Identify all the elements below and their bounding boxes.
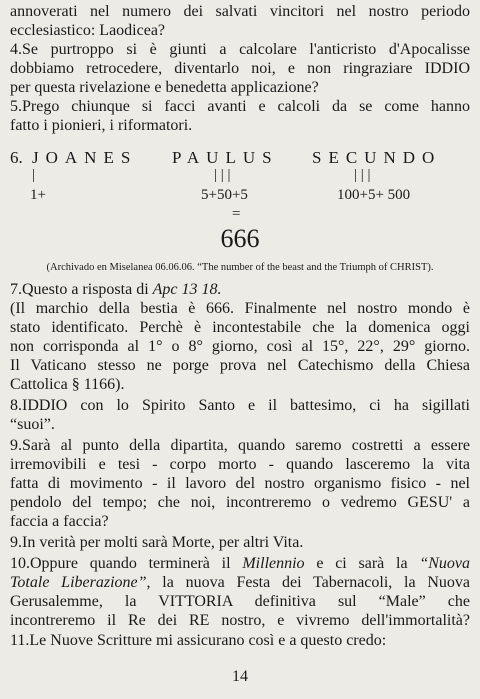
paragraph-5-line: fatto i pionieri, i riformatori.: [10, 117, 193, 134]
paragraph-4-line: per questa rivelazione e benedetta applicazione?: [10, 79, 319, 96]
text-line: annoverati nel numero dei salvati vincitori nel nostro periodo: [10, 3, 470, 20]
paragraph-10-mid: e ci sarà la: [304, 555, 420, 572]
paragraph-10-line: [10, 554, 470, 573]
paragraph-7-prefix: 7.Questo a risposta di: [10, 281, 153, 298]
page-number: 14: [232, 668, 248, 685]
text-line: ecclesiastico: Laodicea?: [10, 22, 166, 39]
name-number: 6.: [10, 148, 23, 167]
archive-note: (Archivado en Miselanea 06.06.06. “The number of the beast and the Triumph of CHRIST).: [46, 262, 434, 273]
letter-markers: | | |: [354, 167, 371, 183]
paragraph-9-line: irremovibili e tesi - corpo morto - quando lasceremo la vita: [10, 456, 470, 473]
numeral-sum: 100+5+ 500: [337, 187, 411, 203]
paragraph-10-prefix: 10.Oppure quando terminerà il: [10, 555, 243, 572]
numeral-sum: 1+: [30, 187, 46, 203]
name-word-paulus: PAULUS: [172, 148, 279, 167]
paragraph-7-line: (Il marchio della bestia è 666. Finalmente nel nostro mondo è: [10, 300, 470, 317]
letter-marker: |: [32, 167, 36, 183]
paragraph-5-line: 5.Prego chiunque si facci avanti e calcoli da se come hanno: [10, 98, 470, 115]
bible-reference: Apc 13 18.: [152, 281, 222, 298]
nuova-quote: “Nuova: [419, 555, 471, 572]
paragraph-7-line: Il Vaticano stesso ne porge prova nel Catechismo della Chiesa: [10, 357, 470, 374]
paragraph-4-line: 4.Se purtroppo si è giunti a calcolare l'anticristo d'Apocalisse: [10, 41, 470, 58]
paragraph-10-line: Gerusalemme, la VITTORIA definitiva sul “Male” che: [10, 593, 470, 610]
paragraph-9-line: 9.Sarà al punto della dipartita, quando saremo costretti a essere: [10, 437, 470, 454]
paragraph-7-line: [10, 280, 470, 299]
paragraph-9-line: faccia a faccia?: [10, 513, 109, 530]
paragraph-9-line: fatta di movimento - il lavoro del nostro organismo fisico - nel: [10, 475, 470, 492]
equals-sign: =: [232, 206, 241, 222]
paragraph-10-line: incontreremo il Re dei RE nostro, e vivremo dell'immortalità?: [10, 612, 470, 629]
paragraph-9-line: pendolo del tempo; che noi, incontreremo o vedremo GESU' a: [10, 494, 470, 511]
millennio-term: Millennio: [242, 555, 305, 572]
name-word-joanes: JOANES: [32, 148, 138, 167]
name-word-secundo: SECUNDO: [312, 148, 442, 167]
result-number: 666: [220, 224, 260, 253]
paragraph-8-line: “suoi”.: [10, 416, 55, 433]
paragraph-8-line: 8.IDDIO con lo Spirito Santo e il battesimo, ci ha sigillati: [10, 397, 470, 414]
paragraph-7-line: Cattolica § 1166).: [10, 376, 125, 393]
paragraph-10-line: [10, 573, 470, 592]
paragraph-10-rest: , la nuova Festa dei Tabernacoli, la Nuova: [146, 574, 470, 591]
paragraph-7-line: non corrisponda al 1° o 8° giorno, così al 15°, 22°, 29° giorno.: [10, 338, 470, 355]
numeral-sum: 5+50+5: [201, 187, 248, 203]
paragraph-11-line: 11.Le Nuove Scritture mi assicurano così e a questo credo:: [10, 632, 387, 649]
paragraph-9b-line: 9.In verità per molti sarà Morte, per altri Vita.: [10, 534, 304, 551]
paragraph-7-line: stato identificato. Perchè è incontestabile che la domenica oggi: [10, 319, 470, 336]
liberazione-quote: Totale Liberazione”: [10, 574, 147, 591]
paragraph-4-line: dobbiamo retrocedere, diventarlo noi, e non ringraziare IDDIO: [10, 60, 470, 77]
letter-markers: | | |: [214, 167, 231, 183]
